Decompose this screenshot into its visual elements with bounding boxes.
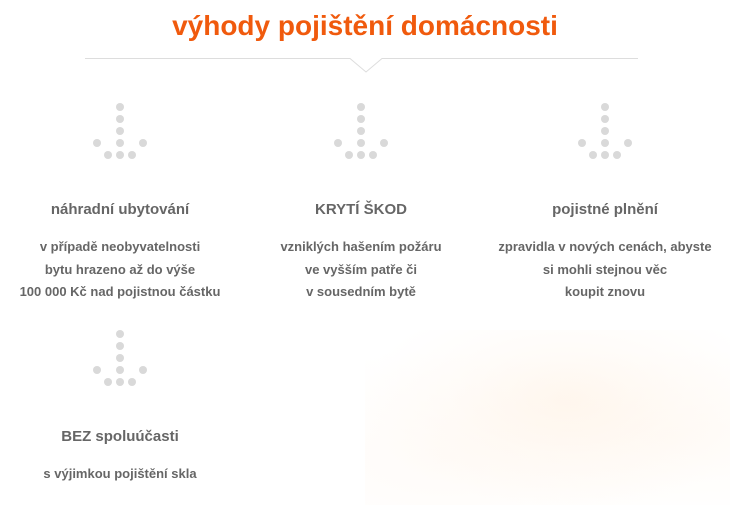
dotted-arrow-down-icon [85,102,155,172]
dotted-arrow-down-icon [570,102,640,172]
decorative-background-glow [365,330,730,505]
title-divider [85,57,638,73]
benefit-description [241,236,481,304]
benefit-description-line: si mohli stejnou věc [542,261,668,277]
benefit-item-accommodation [0,102,240,302]
benefit-description [485,236,725,304]
benefit-description [0,463,240,486]
benefit-description-line: s výjimkou pojištění skla [43,466,197,481]
benefit-description-line: zpravidla v nových cenách, abyste [498,239,712,254]
title-divider-line [85,59,638,73]
benefit-title: náhradní ubytování [50,201,190,218]
benefit-description-line: bytu hrazeno až do výše [44,261,196,277]
benefit-description [0,236,240,304]
benefit-item-no-deductible [0,329,240,529]
dotted-arrow-down-icon [85,329,155,399]
page-title: výhody pojištění domácnosti [172,10,558,41]
benefit-title: pojistné plnění [552,201,658,218]
benefit-title: BEZ spoluúčasti [61,428,179,445]
benefit-description-line: koupit znovu [564,284,646,299]
benefit-item-damage-coverage [241,102,481,302]
benefit-description-line: 100 000 Kč nad pojistnou částku [19,284,221,299]
benefit-description-line: ve vyšším patře či [304,261,418,277]
benefit-title: KRYTÍ ŠKOD [315,201,407,218]
benefit-description-line: v případě neobyvatelnosti [39,239,201,254]
benefit-item-insurance-payout [485,102,725,302]
dotted-arrow-down-icon [326,102,396,172]
benefit-description-line: vzniklých hašením požáru [280,239,442,254]
benefit-description-line: v sousedním bytě [306,284,416,299]
